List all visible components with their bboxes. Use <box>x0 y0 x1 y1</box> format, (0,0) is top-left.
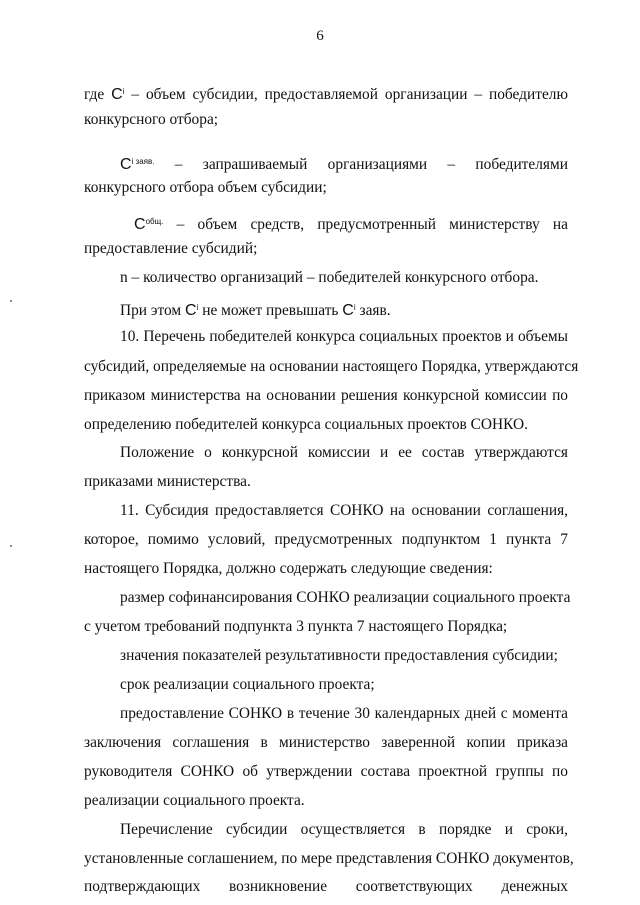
para-10-line-1: 10. Перечень победителей конкурса социальных проектов и объемы <box>120 328 568 345</box>
definition-c-obsh-cont: предоставление субсидий; <box>84 240 258 257</box>
symbol-ci: $C^i$ <box>111 86 125 103</box>
transfer-para-line-2: установленные соглашением, по мере представления СОНКО документов, <box>84 850 574 867</box>
definition-ci-zayav-cont: конкурсного отбора объем субсидии; <box>84 179 327 196</box>
definition-ci-line: где $C^i$ – объем субсидии, предоставляемой организации – победителю <box>84 82 568 105</box>
definition-c-obsh-line: $С^{общ.}$ – объем средств, предусмотренный министерству на <box>134 212 568 235</box>
commission-para-line-2: приказами министерства. <box>84 473 251 490</box>
requirement-4-line-1: предоставление СОНКО в течение 30 календарных дней с момента <box>120 705 568 722</box>
requirement-1-line-1: размер софинансирования СОНКО реализации социального проекта <box>120 589 571 606</box>
constraint-line: При этом $C^i$ не может превышать $C^i$ заяв. <box>120 298 568 321</box>
requirement-4-line-4: реализации социального проекта. <box>84 792 305 809</box>
para-10-line-3: приказом министерства на основании решения конкурсной комиссии по <box>84 387 568 404</box>
para-10-line-2: субсидий, определяемые на основании настоящего Порядка, утверждаются <box>84 358 579 375</box>
definition-ci-zayav-line: $C^{i заяв.}$ – запрашиваемый организациями – победителями <box>120 152 568 175</box>
para-11-line-2: которое, помимо условий, предусмотренных подпунктом 1 пункта 7 <box>84 531 568 548</box>
scan-speck <box>10 300 12 302</box>
para-10-line-4: определению победителей конкурса социальных проектов СОНКО. <box>84 416 529 433</box>
transfer-para-line-3: подтверждающих возникновение соответствующих денежных <box>84 878 568 895</box>
symbol-ci-zayav: $C^{i заяв.}$ <box>120 156 155 173</box>
symbol-ci-zayav-2: $C^i$ <box>342 302 356 319</box>
transfer-para-line-1: Перечисление субсидии осуществляется в порядке и сроки, <box>120 821 568 838</box>
requirement-2: значения показателей результативности предоставления субсидии; <box>120 647 558 664</box>
symbol-ci-2: $C^i$ <box>185 302 199 319</box>
requirement-1-line-2: с учетом требований подпункта 3 пункта 7 настоящего Порядка; <box>84 618 508 635</box>
requirement-4-line-3: руководителя СОНКО об утверждении состава проектной группы по <box>84 763 568 780</box>
symbol-c-obsh: $С^{общ.}$ <box>134 216 164 233</box>
page-number: 6 <box>316 28 324 44</box>
para-11-line-1: 11. Субсидия предоставляется СОНКО на основании соглашения, <box>120 502 568 519</box>
requirement-3: срок реализации социального проекта; <box>120 676 375 693</box>
para-11-line-3: настоящего Порядка, должно содержать следующие сведения: <box>84 560 493 577</box>
scan-speck <box>10 545 12 547</box>
definition-n-line: n – количество организаций – победителей конкурсного отбора. <box>120 269 539 286</box>
definition-ci-line-cont: конкурсного отбора; <box>84 111 219 128</box>
requirement-4-line-2: заключения соглашения в министерство заверенной копии приказа <box>84 734 568 751</box>
commission-para-line-1: Положение о конкурсной комиссии и ее состав утверждаются <box>120 444 568 461</box>
